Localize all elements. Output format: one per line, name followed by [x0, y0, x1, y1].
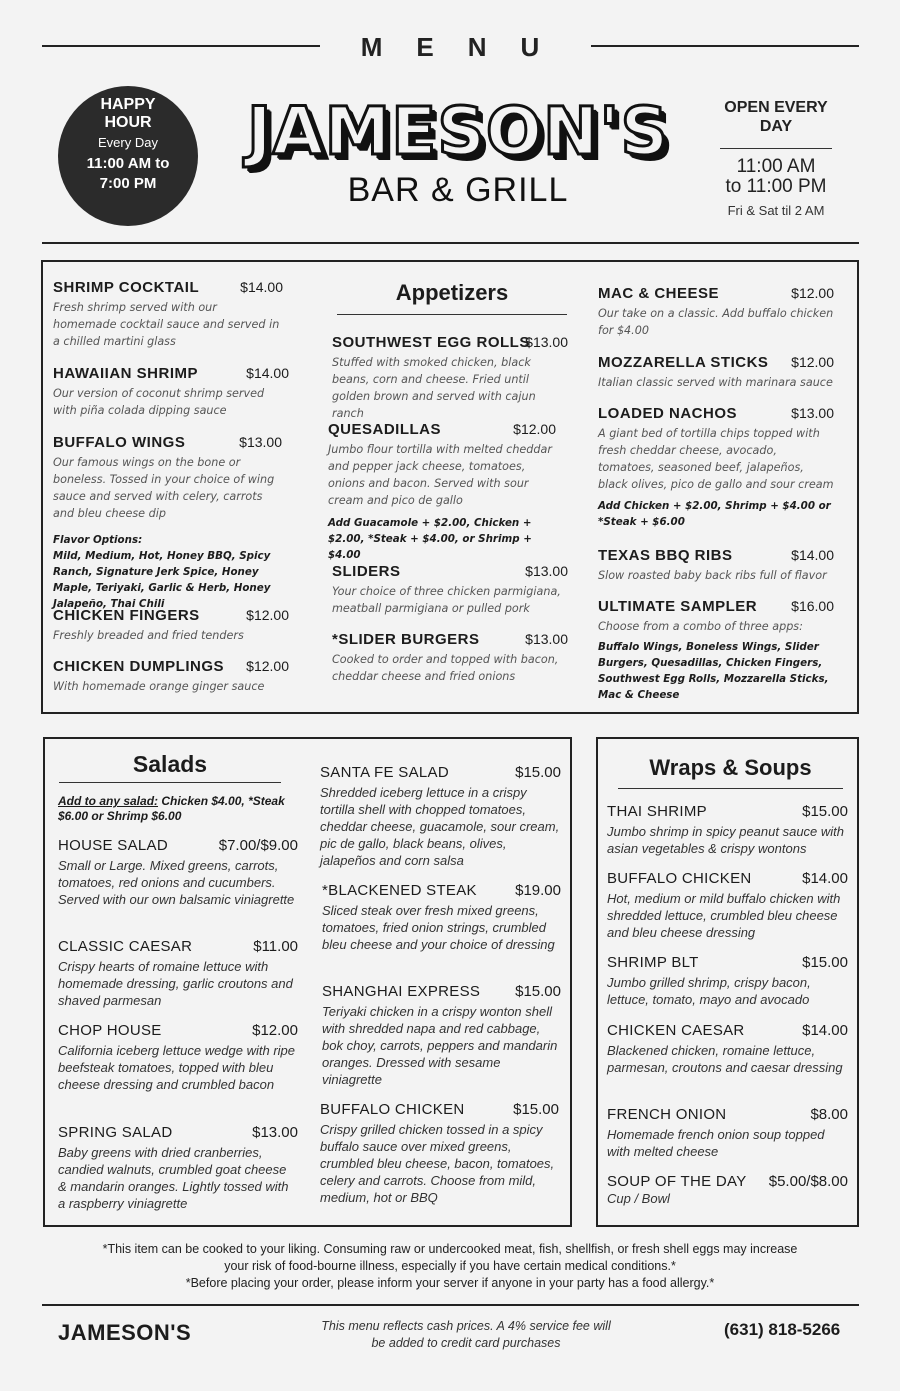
item-description: Our take on a classic. Add buffalo chicken for $4.00 [598, 307, 834, 337]
item-description: Cooked to order and topped with bacon, cheddar cheese and fried onions [332, 653, 559, 683]
list-item [607, 1173, 848, 1207]
open-note: Fri & Sat til 2 AM [727, 203, 825, 218]
list-item [607, 1022, 848, 1076]
list-item [598, 285, 834, 339]
item-name: MAC & CHEESE [598, 285, 720, 302]
item-price: $13.00 [239, 434, 282, 450]
item-name: *BLACKENED STEAK [322, 882, 477, 899]
item-description: Freshly breaded and fried tenders [53, 629, 244, 642]
open-rule [720, 148, 832, 149]
item-name: SPRING SALAD [58, 1124, 173, 1141]
item-price: $15.00 [515, 983, 561, 1000]
item-name: HOUSE SALAD [58, 837, 168, 854]
item-name: BUFFALO WINGS [53, 434, 186, 451]
item-description: Our version of coconut shrimp served with piña colada dipping sauce [53, 387, 265, 417]
item-name: SANTA FE SALAD [320, 764, 449, 781]
item-price: $8.00 [810, 1106, 848, 1123]
footer-rule [42, 1304, 859, 1306]
nachos-addons: Add Chicken + $2.00, Shrimp + $4.00 or *Steak + $6.00 [598, 500, 831, 528]
list-item [320, 764, 561, 869]
item-description: Small or Large. Mixed greens, carrots, tomatoes, red onions and cucumbers. Served with our own balsamic viniagrette [58, 858, 295, 907]
item-description: Stuffed with smoked chicken, black beans, corn and cheese. Fried until golden brown and served with cajun ranch [332, 356, 536, 420]
list-item [598, 354, 834, 391]
section-rule [618, 788, 843, 789]
happy-hour-title: HAPPY HOUR [100, 96, 156, 131]
list-item [607, 803, 848, 857]
salad-addons [58, 794, 288, 824]
item-price: $13.00 [525, 563, 568, 579]
item-price: $12.00 [246, 607, 289, 623]
list-item [322, 983, 561, 1088]
item-price: $13.00 [525, 334, 568, 350]
item-description: Crispy hearts of romaine lettuce with homemade dressing, garlic croutons and shaved parmesan [58, 959, 293, 1008]
flavor-options-label: Flavor Options: [53, 534, 143, 546]
list-item [332, 631, 568, 685]
footer-disclaimer [0, 1241, 900, 1292]
item-price: $13.00 [525, 631, 568, 647]
section-rule [337, 314, 567, 315]
happy-hour-end: 7:00 PM [99, 175, 157, 192]
list-item [607, 954, 848, 1008]
section-title-salads: Salads [132, 751, 208, 777]
item-description: Shredded iceberg lettuce in a crispy tortilla shell with chopped tomatoes, cheddar cheese, guacamole, sour cream, pic de gallo, black beans, olives, jalapeños and corn salsa [320, 785, 560, 868]
item-name: CHICKEN DUMPLINGS [53, 658, 225, 675]
item-description: Blackened chicken, romaine lettuce, parmesan, croutons and caesar dressing [607, 1043, 843, 1075]
item-price: $12.00 [252, 1022, 298, 1039]
footer-note-allergy: *Before placing your order, please inform your server if anyone in your party has a food allergy.* [185, 1276, 715, 1290]
item-name: HAWAIIAN SHRIMP [53, 365, 199, 382]
happy-hour-badge [58, 86, 198, 226]
footer-cash-note: This menu reflects cash prices. A 4% service fee will be added to credit card purchases [321, 1319, 611, 1350]
flavor-options [53, 532, 293, 612]
list-item [58, 837, 298, 908]
salad-addons-text: Chicken $4.00, *Steak $6.00 or Shrimp $6.00 [58, 794, 285, 823]
item-price: $15.00 [515, 764, 561, 781]
item-price: $14.00 [791, 547, 834, 563]
brand-subtitle: BAR & GRILL [347, 171, 569, 209]
item-price: $14.00 [240, 279, 283, 295]
sampler-options: Buffalo Wings, Boneless Wings, Slider Burgers, Quesadillas, Chicken Fingers, Southwest Egg Rolls, Mozzarella Sticks, Mac & Cheese [598, 641, 829, 701]
list-item [53, 658, 289, 695]
list-item [320, 1101, 559, 1206]
list-item [58, 1022, 298, 1093]
item-price: $14.00 [802, 1022, 848, 1039]
item-name: THAI SHRIMP [607, 803, 707, 820]
flavor-options-text: Mild, Medium, Hot, Honey BBQ, Spicy Ranch, Signature Jerk Spice, Honey Maple, Teriyaki, Garlic & Herb, Honey Jalapeño, Thai Chili [53, 550, 271, 610]
list-item [598, 405, 834, 530]
item-description: Slow roasted baby back ribs full of flavor [598, 569, 827, 582]
item-name: BUFFALO CHICKEN [320, 1101, 465, 1118]
item-price: $13.00 [252, 1124, 298, 1141]
item-description: A giant bed of tortilla chips topped with fresh cheddar cheese, avocado, tomatoes, seasoned beef, jalapeños, black olives, pico de gallo and sour cream [598, 427, 834, 491]
item-description: Baby greens with dried cranberries, candied walnuts, crumbled goat cheese & mandarin oranges. Lightly tossed with a raspberry viniagrette [58, 1145, 289, 1211]
item-description: Cup / Bowl [607, 1191, 670, 1206]
item-description: Hot, medium or mild buffalo chicken with shredded lettuce, crumbled bleu cheese and bleu cheese dressing [607, 891, 841, 940]
brand-name: JAMESON'S [246, 93, 669, 170]
item-description: Our famous wings on the bone or boneless. Tossed in your choice of wing sauce and served with celery, carrots and bleu cheese dip [53, 456, 275, 520]
item-description: Sliced steak over fresh mixed greens, tomatoes, fried onion strings, crumbled bleu cheese and your choice of dressing [322, 903, 555, 952]
list-item [598, 547, 834, 584]
footer-note-raw-food: *This item can be cooked to your liking. Consuming raw or undercooked meat, fish, shellfish, or fresh shell eggs may increase your risk of food-bourne illness, especially if you have certain medical conditions.* [102, 1242, 798, 1273]
item-name: LOADED NACHOS [598, 405, 738, 422]
item-description: Jumbo grilled shrimp, crispy bacon, lettuce, tomato, mayo and avocado [607, 975, 811, 1007]
footer-brand: JAMESON'S [58, 1320, 192, 1345]
appetizers-box [41, 260, 859, 714]
salads-box [43, 737, 572, 1227]
happy-hour-days: Every Day [98, 135, 158, 150]
item-name: CHICKEN CAESAR [607, 1022, 745, 1039]
menu-heading: MENU [360, 32, 574, 62]
item-name: QUESADILLAS [328, 421, 442, 438]
list-item [332, 334, 568, 422]
item-description: Your choice of three chicken parmigiana, meatball parmigiana or pulled pork [332, 585, 561, 615]
item-description: Fresh shrimp served with our homemade cocktail sauce and served in a chilled martini glass [53, 301, 280, 348]
section-rule [59, 782, 281, 783]
list-item [332, 563, 568, 617]
item-name: CLASSIC CAESAR [58, 938, 193, 955]
item-price: $12.00 [513, 421, 556, 437]
brand-block [232, 95, 684, 210]
item-name: FRENCH ONION [607, 1106, 727, 1123]
item-name: SLIDERS [332, 563, 401, 580]
footer-phone: (631) 818-5266 [724, 1320, 841, 1339]
list-item [58, 938, 298, 1009]
salad-addons-label: Add to any salad: [58, 794, 159, 808]
item-price: $11.00 [253, 938, 298, 955]
item-name: SOUTHWEST EGG ROLLS [332, 334, 530, 351]
wraps-soups-box [596, 737, 859, 1227]
list-item [607, 870, 848, 941]
open-time-end: to 11:00 PM [725, 176, 827, 197]
item-description: Teriyaki chicken in a crispy wonton shell with shredded napa and red cabbage, bok choy, carrots, peppers and mandarin oranges. Dressed with sesame viniagrette [322, 1004, 558, 1087]
item-price: $12.00 [791, 285, 834, 301]
header-rule-bottom [42, 242, 859, 244]
list-item [607, 1106, 848, 1160]
item-price: $15.00 [802, 803, 848, 820]
item-name: BUFFALO CHICKEN [607, 870, 752, 887]
item-name: TEXAS BBQ RIBS [598, 547, 733, 564]
happy-hour-start: 11:00 AM to [86, 155, 170, 172]
item-description: Jumbo flour tortilla with melted cheddar and pepper jack cheese, tomatoes, onions and bacon. Served with sour cream and pico de gallo [328, 443, 552, 507]
list-item [328, 421, 556, 563]
list-item [53, 434, 282, 522]
item-description: California iceberg lettuce wedge with ripe beefsteak tomatoes, topped with bleu cheese dressing and crumbled bacon [58, 1043, 296, 1092]
item-name: CHICKEN FINGERS [53, 607, 200, 624]
item-name: *SLIDER BURGERS [332, 631, 480, 648]
item-name: SHANGHAI EXPRESS [322, 983, 481, 1000]
item-price: $13.00 [791, 405, 834, 421]
item-description: Jumbo shrimp in spicy peanut sauce with asian vegetables & crispy wontons [607, 824, 845, 856]
item-description: Choose from a combo of three apps: [598, 620, 803, 633]
list-item [53, 365, 289, 419]
open-title: OPEN EVERY DAY [724, 99, 828, 135]
hours-block [716, 98, 836, 218]
item-name: MOZZARELLA STICKS [598, 354, 769, 371]
item-price: $15.00 [802, 954, 848, 971]
list-item [322, 882, 561, 953]
open-time-start: 11:00 AM [736, 156, 816, 177]
item-price: $14.00 [802, 870, 848, 887]
item-price: $7.00/$9.00 [218, 837, 298, 854]
item-description: Crispy grilled chicken tossed in a spicy buffalo sauce over mixed greens, crumbled bleu cheese, bacon, tomatoes, celery and carrots. Choose from mild, medium, hot or BBQ [320, 1122, 555, 1205]
item-description: Italian classic served with marinara sauce [598, 376, 833, 389]
item-name: SOUP OF THE DAY [607, 1173, 747, 1190]
item-price: $12.00 [791, 354, 834, 370]
list-item [58, 1124, 298, 1212]
item-name: SHRIMP COCKTAIL [53, 279, 200, 296]
item-price: $15.00 [513, 1101, 559, 1118]
item-price: $14.00 [246, 365, 289, 381]
section-title-wraps-soups: Wraps & Soups [649, 755, 812, 780]
item-name: ULTIMATE SAMPLER [598, 598, 758, 615]
item-price: $19.00 [515, 882, 561, 899]
item-price: $5.00/$8.00 [768, 1173, 848, 1190]
list-item [598, 598, 834, 703]
item-name: SHRIMP BLT [607, 954, 699, 971]
item-price: $16.00 [791, 598, 834, 614]
list-item [53, 279, 283, 350]
list-item [53, 607, 289, 644]
quesadilla-addons: Add Guacamole + $2.00, Chicken + $2.00, *Steak + $4.00, or Shrimp + $4.00 [328, 517, 532, 561]
item-description: Homemade french onion soup topped with melted cheese [607, 1127, 825, 1159]
item-name: CHOP HOUSE [58, 1022, 162, 1039]
section-title-appetizers: Appetizers [395, 280, 509, 305]
item-price: $12.00 [246, 658, 289, 674]
item-description: With homemade orange ginger sauce [53, 680, 265, 693]
